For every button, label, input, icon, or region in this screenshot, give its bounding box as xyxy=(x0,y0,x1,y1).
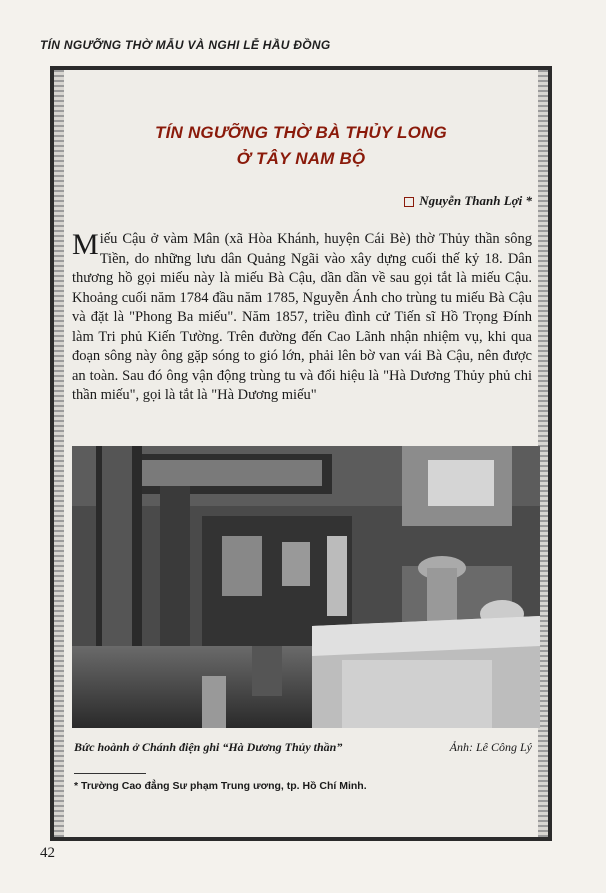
article-title-line-2: Ở TÂY NAM BỘ xyxy=(236,149,366,168)
frame-border-left xyxy=(54,70,64,837)
article-body-text: iếu Cậu ở vàm Mân (xã Hòa Khánh, huyện Cái Bè) thờ Thủy thần sông Tiền, do những lưu dân Quảng Ngãi vào xây dựng cuối thế kỷ 18. Dân thương hồ gọi miếu này là miếu Bà Cậu, dần dần về sau gọi tắt là miếu Cậu. Khoảng cuối năm 1784 đầu năm 1785, Nguyễn Ánh cho trùng tu miếu Bà Cậu và đặt là "Phong Ba miếu". Năm 1857, triều đình cử Tiến sĩ Hồ Trọng Đính làm Tri phủ Kiến Tường. Trên đường đến Cao Lãnh nhận nhiệm vụ, khi qua đoạn sông này ông gặp sóng to gió lớn, phải lên bờ van vái Bà Cậu, nên được an toàn. Sau đó ông vận động trùng tu và đổi hiệu là "Hà Dương Thủy phủ chi thần miếu", gọi là tắt là "Hà Dương miếu" xyxy=(72,231,532,403)
page-number: 42 xyxy=(40,845,55,861)
author-line xyxy=(404,193,532,209)
drop-cap: M xyxy=(72,228,99,261)
article-title-line-1: TÍN NGƯỠNG THỜ BÀ THỦY LONG xyxy=(155,123,447,142)
article-title xyxy=(114,120,488,172)
figure-caption xyxy=(74,740,532,755)
running-header: TÍN NGƯỠNG THỜ MẪU VÀ NGHI LỄ HẦU ĐỒNG xyxy=(40,38,331,52)
square-bullet-icon xyxy=(404,197,414,207)
temple-photo xyxy=(72,446,540,728)
author-name: Nguyễn Thanh Lợi * xyxy=(419,193,532,208)
caption-text: Bức hoành ở Chánh điện ghi “Hà Dương Thủy thần” xyxy=(74,740,343,754)
footnote-rule xyxy=(74,773,146,774)
article-frame xyxy=(50,66,552,841)
photo-credit: Ảnh: Lê Công Lý xyxy=(449,740,532,754)
temple-photo-image xyxy=(72,446,540,728)
footnote: * Trường Cao đẳng Sư phạm Trung ương, tp. Hồ Chí Minh. xyxy=(74,780,367,792)
article-body xyxy=(72,230,532,406)
